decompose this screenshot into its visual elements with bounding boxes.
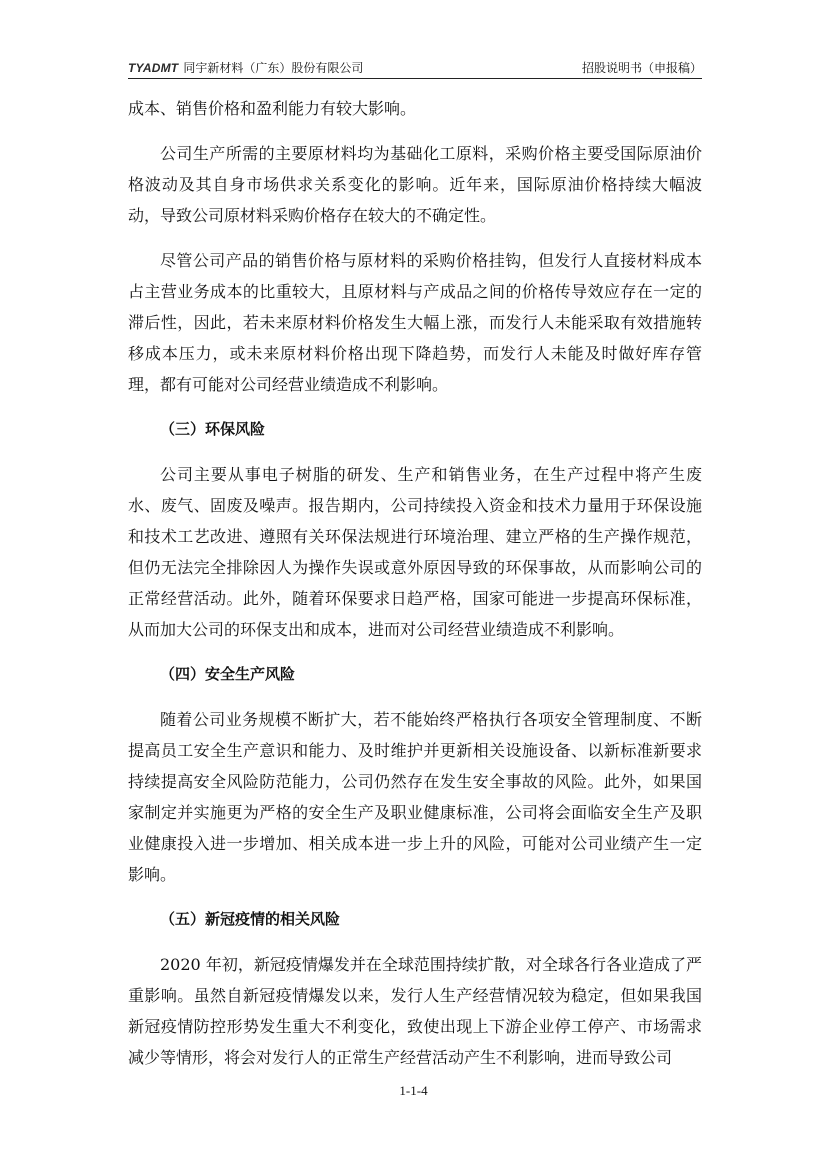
paragraph-environmental-risk: 公司主要从事电子树脂的研发、生产和销售业务，在生产过程中将产生废水、废气、固废及噪声。报告期内，公司持续投入资金和技术力量用于环保设施和技术工艺改进、遵照有关环保法规进行环境治理、建立严格的生产操作规范，但仍无法完全排除因人为操作失误或意外原因导致的环保事故，从而影响公司的正常经营活动。此外，随着环保要求日趋严格，国家可能进一步提高环保标准，从而加大公司的环保支出和成本，进而对公司经营业绩造成不利影响。	[128, 465, 702, 639]
section-heading-environmental-risk: （三）环保风险	[160, 420, 266, 438]
document-title: 招股说明书（申报稿）	[581, 61, 702, 75]
paragraph-continued: 成本、销售价格和盈利能力有较大影响。	[128, 99, 417, 118]
page-header	[128, 56, 702, 79]
section-heading-safety-risk: （四）安全生产风险	[160, 665, 296, 683]
paragraph-safety-risk: 随着公司业务规模不断扩大，若不能始终严格执行各项安全管理制度、不断提高员工安全生产意识和能力、及时维护并更新相关设施设备、以新标准新要求持续提高安全风险防范能力，公司仍然存在发生安全事故的风险。此外，如果国家制定并实施更为严格的安全生产及职业健康标准，公司将会面临安全生产及职业健康投入进一步增加、相关成本进一步上升的风险，可能对公司业绩产生一定影响。	[128, 710, 702, 884]
company-name: 同宇新材料（广东）股份有限公司	[183, 61, 364, 75]
section-heading-covid-risk: （五）新冠疫情的相关风险	[160, 910, 341, 928]
company-logo: TYADMT	[128, 61, 179, 75]
document-body	[128, 93, 702, 1087]
paragraph-raw-material-prices: 公司生产所需的主要原材料均为基础化工原料，采购价格主要受国际原油价格波动及其自身市场供求关系变化的影响。近年来，国际原油价格持续大幅波动，导致公司原材料采购价格存在较大的不确定性。	[128, 144, 702, 225]
paragraph-price-transmission: 尽管公司产品的销售价格与原材料的采购价格挂钩，但发行人直接材料成本占主营业务成本的比重较大，且原材料与产成品之间的价格传导效应存在一定的滞后性，因此，若未来原材料价格发生大幅上涨，而发行人未能采取有效措施转移成本压力，或未来原材料价格出现下降趋势，而发行人未能及时做好库存管理，都有可能对公司经营业绩造成不利影响。	[128, 251, 702, 394]
paragraph-covid-risk: 2020 年初，新冠疫情爆发并在全球范围持续扩散，对全球各行各业造成了严重影响。虽然自新冠疫情爆发以来，发行人生产经营情况较为稳定，但如果我国新冠疫情防控形势发生重大不利变化，致使出现上下游企业停工停产、市场需求减少等情形，将会对发行人的正常生产经营活动产生不利影响，进而导致公司	[128, 955, 702, 1067]
page-number: 1-1-4	[399, 1083, 428, 1098]
header-left	[128, 59, 363, 76]
